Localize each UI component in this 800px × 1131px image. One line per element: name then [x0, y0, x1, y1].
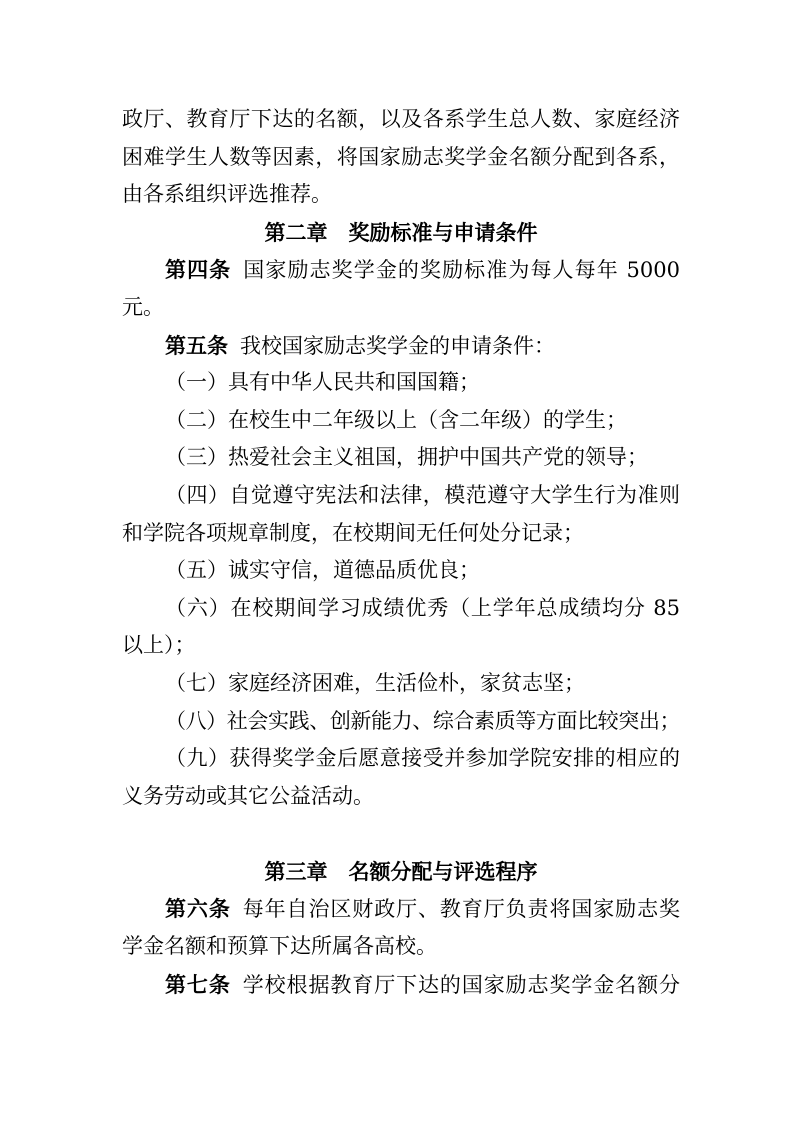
article-4-line-2: 元。 [122, 294, 164, 319]
continuation-line-3: 由各系组织评选推荐。 [122, 182, 332, 207]
article-5-item-9-line-2: 义务劳动或其它公益活动。 [122, 783, 374, 808]
document-page [122, 101, 680, 1003]
article-4-label: 第四条 [165, 257, 232, 283]
chapter-3-number: 第三章 [264, 858, 328, 884]
chapter-2-title: 奖励标准与申请条件 [348, 219, 538, 245]
article-5-intro: 我校国家励志奖学金的申请条件： [240, 333, 555, 358]
article-6-text: 每年自治区财政厅、教育厅负责将国家励志奖 [242, 897, 681, 922]
article-5-item-7: （七）家庭经济困难，生活俭朴，家贫志坚； [165, 670, 585, 695]
article-5-item-1: （一）具有中华人民共和国国籍； [165, 370, 480, 395]
article-6-line-1 [122, 890, 680, 928]
article-6-label: 第六条 [165, 896, 231, 922]
article-7-text: 学校根据教育厅下达的国家励志奖学金名额分 [242, 972, 681, 997]
article-5-item-3: （三）热爱社会主义祖国，拥护中国共产党的领导； [165, 445, 648, 470]
article-4-line-1 [122, 251, 680, 289]
article-5-item-6-line-2: 以上）； [122, 633, 196, 658]
article-5-item-4-line-1: （四）自觉遵守宪法和法律，模范遵守大学生行为准则 [165, 482, 680, 507]
article-5-item-8: （八）社会实践、创新能力、综合素质等方面比较突出； [165, 708, 680, 733]
article-5-item-9-line-1: （九）获得奖学金后愿意接受并参加学院安排的相应的 [165, 746, 680, 771]
blank-line [122, 815, 680, 853]
continuation-line-1: 政厅、教育厅下达的名额，以及各系学生总人数、家庭经济 [122, 107, 680, 131]
article-5-line-1 [122, 327, 680, 365]
article-4-text: 国家励志奖学金的奖励标准为每人每年 5000 [243, 258, 681, 283]
article-5-item-5: （五）诚实守信，道德品质优良； [165, 558, 480, 583]
chapter-3-heading [122, 853, 680, 891]
article-5-label: 第五条 [165, 332, 228, 358]
article-5-item-2: （二）在校生中二年级以上（含二年级）的学生； [165, 407, 627, 432]
continuation-line-2: 困难学生人数等因素，将国家励志奖学金名额分配到各系， [122, 144, 680, 169]
chapter-3-title: 名额分配与评选程序 [348, 858, 538, 884]
article-7-line-1 [122, 966, 680, 1004]
article-5-item-4-line-2: 和学院各项规章制度，在校期间无任何处分记录； [122, 520, 584, 545]
chapter-2-heading [122, 214, 680, 252]
article-6-line-2: 学金名额和预算下达所属各高校。 [122, 934, 437, 959]
chapter-2-number: 第二章 [264, 219, 328, 245]
article-5-item-6-line-1: （六）在校期间学习成绩优秀（上学年总成绩均分 85 [165, 595, 680, 620]
article-7-label: 第七条 [165, 971, 231, 997]
